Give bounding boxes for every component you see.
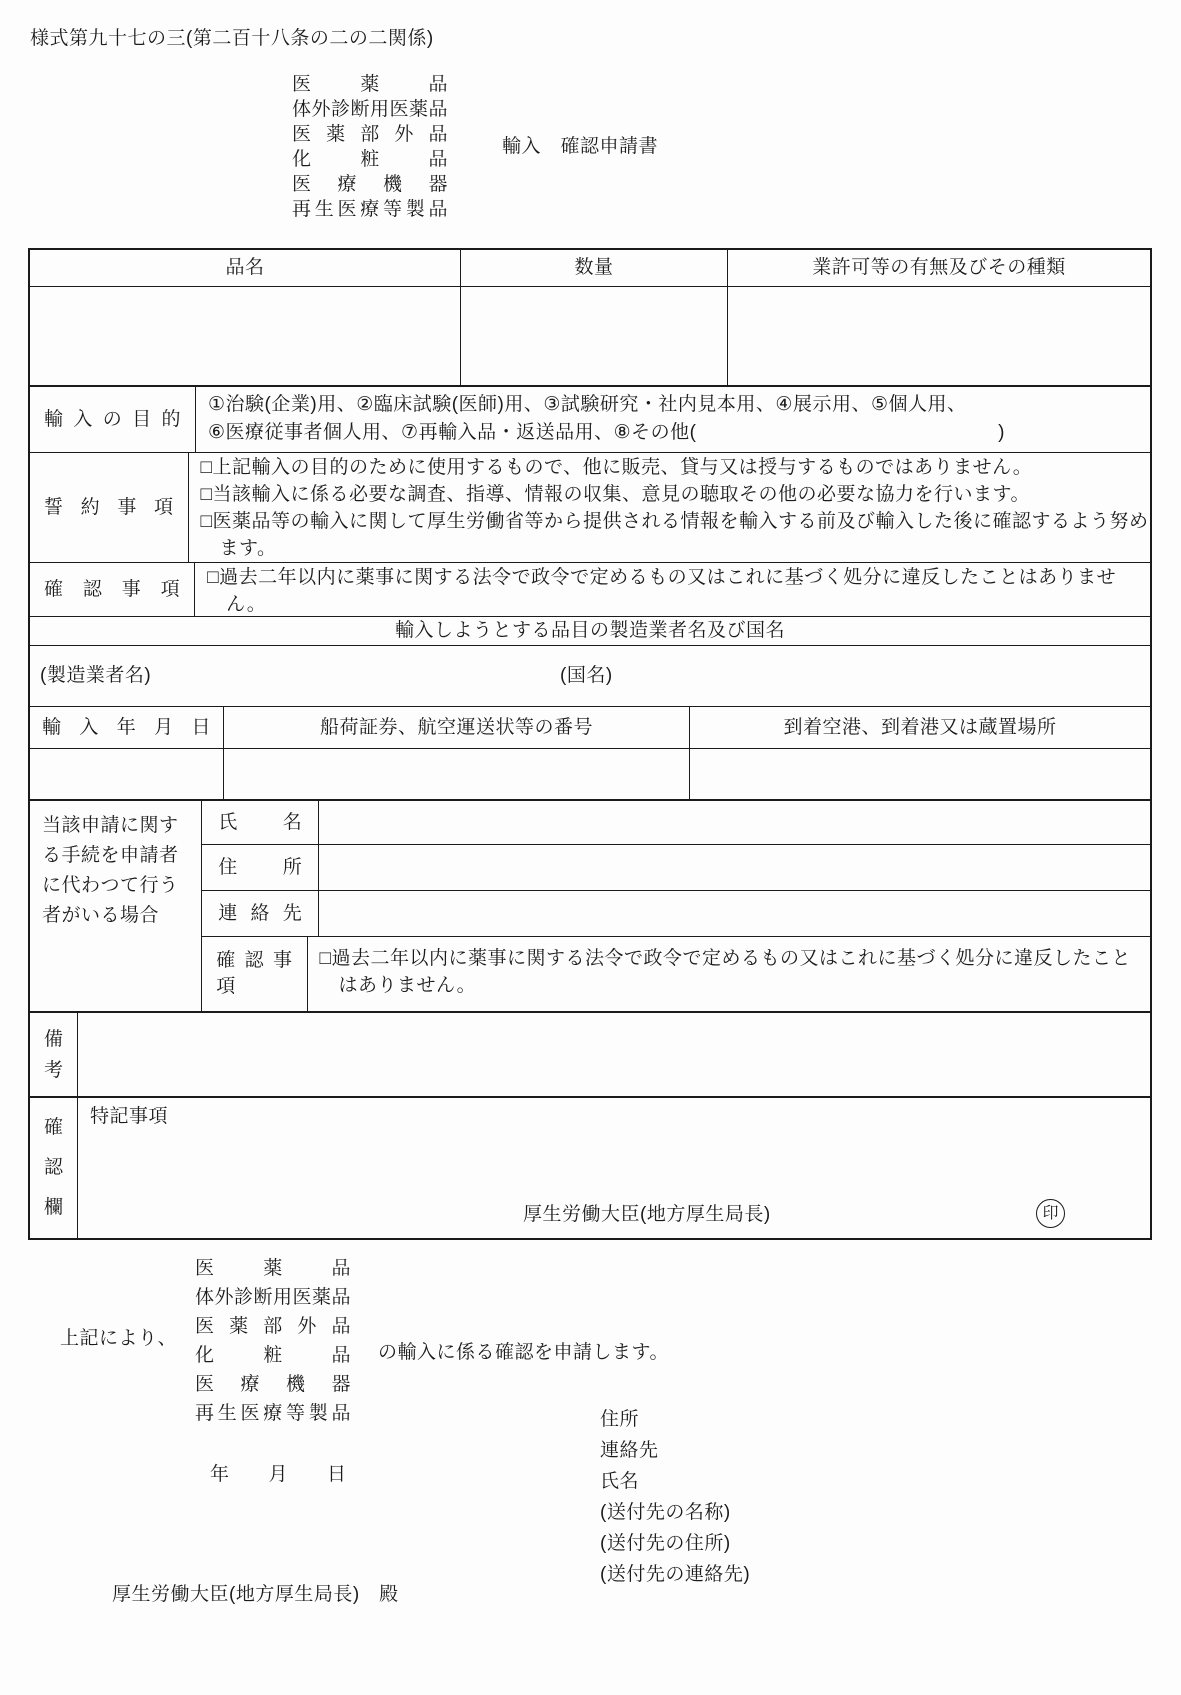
quantity-value-cell <box>460 287 727 385</box>
recipient-name-label: (送付先の名称) <box>600 1502 731 1523</box>
recipient-address-label: (送付先の住所) <box>600 1533 731 1554</box>
pledge-items <box>188 453 1150 562</box>
import-purpose-label: 輸入の目的 <box>44 408 181 430</box>
recipient-contact-label: (送付先の連絡先) <box>600 1564 751 1585</box>
agent-contact-row <box>202 890 1150 936</box>
agent-subtable <box>201 801 1150 1011</box>
purpose-options-line1: ①治験(企業)用、②臨床試験(医師)用、③試験研究・社内見本用、④展示用、⑤個人用、 <box>208 394 967 415</box>
confirmation-row <box>30 562 1150 616</box>
remarks-value-cell <box>77 1013 1150 1096</box>
product-type: 医薬部外品 <box>292 124 448 145</box>
pledge-row <box>30 452 1150 562</box>
license-value-cell <box>727 287 1150 385</box>
product-type: 体外診断用医薬品 <box>195 1287 352 1308</box>
manufacturer-header: 輸入しようとする品目の製造業者名及び国名 <box>394 620 785 642</box>
applicant-contact-label: 連絡先 <box>600 1440 659 1461</box>
col-header-license: 業許可等の有無及びその種類 <box>727 250 1150 286</box>
product-type: 化粧品 <box>195 1345 351 1366</box>
import-purpose-row <box>30 385 1150 452</box>
maker-name-label: (製造業者名) <box>40 665 152 687</box>
agent-address-label: 住所 <box>218 856 303 878</box>
bl-number-header: 船荷証券、航空運送状等の番号 <box>223 707 689 748</box>
arrival-port-header: 到着空港、到着港又は蔵置場所 <box>689 707 1150 748</box>
agent-section <box>30 799 1150 1011</box>
agent-name-label: 氏名 <box>218 811 303 833</box>
pledge-item-3: □医薬品等の輸入に関して厚生労働省等から提供される情報を輸入する前及び輸入した後に確認するよう努めます。 <box>200 511 1149 559</box>
form-number-note: 様式第九十七の三(第二百十八条の二の二関係) <box>30 28 434 49</box>
authority-label: 厚生労働大臣(地方厚生局長) <box>523 1204 771 1226</box>
product-type: 医薬品 <box>195 1258 351 1279</box>
arrival-port-value-cell <box>689 749 1150 799</box>
bl-number-value-cell <box>223 749 689 799</box>
product-name-value-cell <box>30 287 460 385</box>
item-data-row <box>30 286 1150 385</box>
country-name-label: (国名) <box>560 665 613 687</box>
agent-contact-label: 連絡先 <box>218 902 303 924</box>
declaration-product-list <box>195 1254 351 1428</box>
manufacturer-header-row <box>30 616 1150 645</box>
applicant-name-label: 氏名 <box>600 1471 640 1492</box>
confirmation-text-cell <box>194 563 1150 616</box>
confirmation-text: □過去二年以内に薬事に関する法令で政令で定めるもの又はこれに基づく処分に違反したことはありません。 <box>207 567 1117 615</box>
product-type: 医療機器 <box>292 174 448 195</box>
agent-address-row <box>202 844 1150 890</box>
declaration-prefix: 上記により、 <box>60 1328 178 1349</box>
product-type: 化粧品 <box>292 149 448 170</box>
agent-confirmation-text: □過去二年以内に薬事に関する法令で政令で定めるもの又はこれに基づく処分に違反したことはありません。 <box>319 948 1132 996</box>
product-type: 医薬品 <box>292 74 448 95</box>
product-type: 医薬部外品 <box>195 1316 351 1337</box>
agent-name-row <box>202 801 1150 844</box>
import-purpose-options <box>195 387 1150 452</box>
agent-confirmation-row <box>202 936 1150 1011</box>
col-header-quantity: 数量 <box>460 250 727 286</box>
remarks-row <box>30 1011 1150 1096</box>
confirm-column-row <box>30 1096 1150 1238</box>
title-block <box>292 72 658 222</box>
pledge-item-2: □当該輸入に係る必要な調査、指導、情報の収集、意見の聴取その他の必要な協力を行います。 <box>200 484 1030 505</box>
manufacturer-value-cell <box>30 646 1150 706</box>
col-header-product-name: 品名 <box>225 257 265 279</box>
product-type: 医療機器 <box>195 1374 351 1395</box>
confirm-column-content <box>77 1098 1150 1238</box>
import-date-value-cell <box>30 749 223 799</box>
declaration-suffix: の輸入に係る確認を申請します。 <box>378 1342 669 1363</box>
pledge-item-1: □上記輸入の目的のために使用するもので、他に販売、貸与又は授与するものではありません。 <box>200 457 1033 478</box>
special-notes-label: 特記事項 <box>90 1106 169 1127</box>
date-line: 年 月 日 <box>210 1464 347 1485</box>
purpose-options-line2: ⑥医療従事者個人用、⑦再輸入品・返送品用、⑧その他( ) <box>208 419 1140 447</box>
manufacturer-value-row <box>30 645 1150 706</box>
seal-icon: 印 <box>1036 1199 1065 1228</box>
main-form-table <box>28 248 1152 1240</box>
addressee-line: 厚生労働大臣(地方厚生局長) 殿 <box>112 1584 399 1605</box>
table-header-row <box>30 250 1150 286</box>
agent-name-value-cell <box>318 801 1150 844</box>
import-date-label: 輸入年月日 <box>42 716 211 738</box>
agent-contact-value-cell <box>318 891 1150 936</box>
pledge-label: 誓約事項 <box>44 496 174 518</box>
confirm-column-label: 確認欄 <box>44 1117 64 1218</box>
agent-confirmation-label: 確認事項 <box>216 950 293 997</box>
product-type: 再生医療等製品 <box>292 199 448 220</box>
product-type: 体外診断用医薬品 <box>292 99 449 120</box>
remarks-label: 備考 <box>44 1028 64 1081</box>
applicant-fields <box>600 1404 750 1590</box>
other-close-paren: ) <box>998 422 1005 443</box>
document-title: 輸入 確認申請書 <box>502 136 659 158</box>
confirmation-label: 確認事項 <box>44 578 181 600</box>
agent-section-label: 当該申請に関する手続を申請者に代わつて行う者がいる場合 <box>42 815 179 926</box>
applicant-address-label: 住所 <box>600 1409 640 1430</box>
agent-confirmation-text-cell <box>307 937 1150 1011</box>
import-date-header-row <box>30 706 1150 748</box>
agent-address-value-cell <box>318 845 1150 890</box>
product-type: 再生医療等製品 <box>195 1403 351 1424</box>
product-type-list <box>292 72 448 222</box>
import-date-value-row <box>30 748 1150 799</box>
